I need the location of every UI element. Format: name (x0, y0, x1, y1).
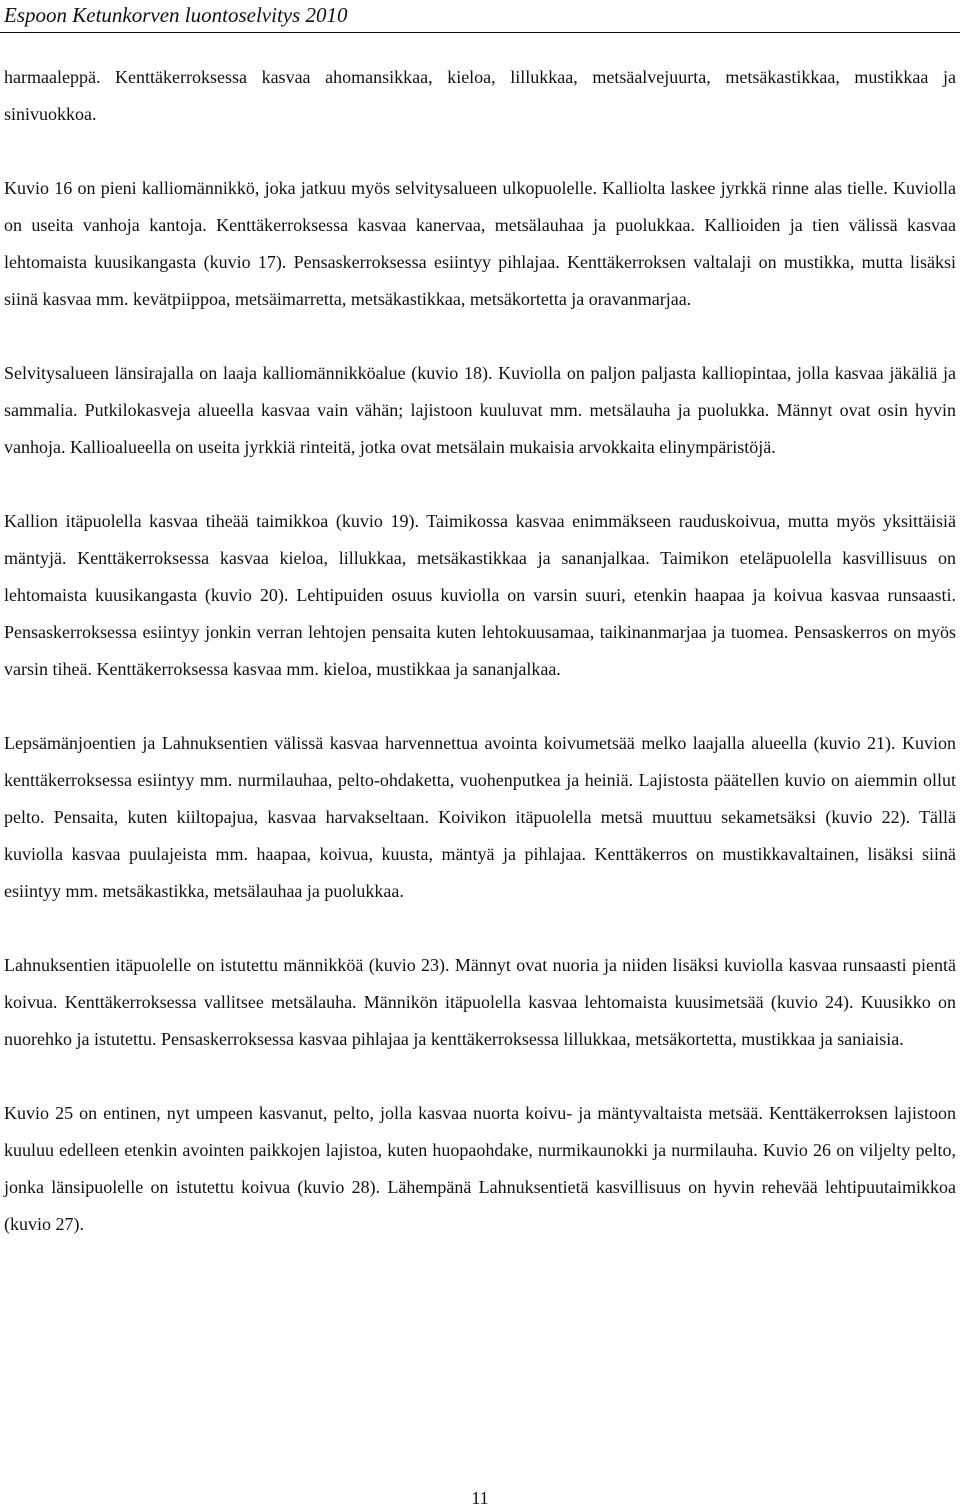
header-rule (0, 32, 960, 33)
paragraph: Lepsämänjoentien ja Lahnuksentien välissä kasvaa harvennettua avointa koivumetsää melko laajalla alueella (kuvio 21). Kuvion kenttäkerroksessa esiintyy mm. nurmilauhaa, pelto-ohdaketta, vuohenputkea ja heiniä. Lajistosta päätellen kuvio on aiemmin ollut pelto. Pensaita, kuten kiiltopajua, kasvaa harvakseltaan. Koivikon itäpuolella metsä muuttuu sekametsäksi (kuvio 22). Tällä kuviolla kasvaa puulajeista mm. haapaa, koivua, kuusta, mäntyä ja pihlajaa. Kenttäkerros on mustikkavaltainen, lisäksi siinä esiintyy mm. metsäkastikka, metsälauhaa ja puolukkaa. (4, 733, 956, 901)
paragraph: Kuvio 16 on pieni kalliomännikkö, joka jatkuu myös selvitysalueen ulkopuolelle. Kalliolta laskee jyrkkä rinne alas tielle. Kuviolla on useita vanhoja kantoja. Kenttäkerroksessa kasvaa kanervaa, metsälauhaa ja puolukkaa. Kallioiden ja tien välissä kasvaa lehtomaista kuusikangasta (kuvio 17). Pensaskerroksessa esiintyy pihlajaa. Kenttäkerroksen valtalaji on mustikka, mutta lisäksi siinä kasvaa mm. kevätpiippoa, metsäimarretta, metsäkastikkaa, metsäkortetta ja oravanmarjaa. (4, 178, 956, 309)
body-text (4, 59, 956, 1243)
paragraph: harmaaleppä. Kenttäkerroksessa kasvaa ahomansikkaa, kieloa, lillukkaa, metsäalvejuurta, metsäkastikkaa, mustikkaa ja sinivuokkoa. (4, 67, 956, 124)
page-number: 11 (471, 1488, 489, 1508)
paragraph: Lahnuksentien itäpuolelle on istutettu männikköä (kuvio 23). Männyt ovat nuoria ja niiden lisäksi kuviolla kasvaa runsaasti pientä koivua. Kenttäkerroksessa vallitsee metsälauha. Männikön itäpuolella kasvaa lehtomaista kuusimetsää (kuvio 24). Kuusikko on nuorehko ja istutettu. Pensaskerroksessa kasvaa pihlajaa ja kenttäkerroksessa lillukkaa, metsäkortetta, mustikkaa ja saniaisia. (4, 955, 956, 1049)
paragraph: Kuvio 25 on entinen, nyt umpeen kasvanut, pelto, jolla kasvaa nuorta koivu- ja mäntyvaltaista metsää. Kenttäkerroksen lajistoon kuuluu edelleen etenkin avointen paikkojen lajistoa, kuten huopaohdake, nurmikaunokki ja nurmilauha. Kuvio 26 on viljelty pelto, jonka länsipuolelle on istutettu koivua (kuvio 28). Lähempänä Lahnuksentietä kasvillisuus on hyvin rehevää lehtipuutaimikkoa (kuvio 27). (4, 1103, 956, 1234)
running-header: Espoon Ketunkorven luontoselvitys 2010 (4, 3, 348, 27)
paragraph: Kallion itäpuolella kasvaa tiheää taimikkoa (kuvio 19). Taimikossa kasvaa enimmäkseen rauduskoivua, mutta myös yksittäisiä mäntyjä. Kenttäkerroksessa kasvaa kieloa, lillukkaa, metsäkastikkaa ja sananjalkaa. Taimikon eteläpuolella kasvillisuus on lehtomaista kuusikangasta (kuvio 20). Lehtipuiden osuus kuviolla on varsin suuri, etenkin haapaa ja koivua kasvaa runsaasti. Pensaskerroksessa esiintyy jonkin verran lehtojen pensaita kuten lehtokuusamaa, taikinanmarjaa ja tuomea. Pensaskerros on myös varsin tiheä. Kenttäkerroksessa kasvaa mm. kieloa, mustikkaa ja sananjalkaa. (4, 511, 956, 679)
paragraph: Selvitysalueen länsirajalla on laaja kalliomännikköalue (kuvio 18). Kuviolla on paljon paljasta kalliopintaa, jolla kasvaa jäkäliä ja sammalia. Putkilokasveja alueella kasvaa vain vähän; lajistoon kuuluvat mm. metsälauha ja puolukka. Männyt ovat osin hyvin vanhoja. Kallioalueella on useita jyrkkiä rinteitä, jotka ovat metsälain mukaisia arvokkaita elinympäristöjä. (4, 363, 956, 457)
